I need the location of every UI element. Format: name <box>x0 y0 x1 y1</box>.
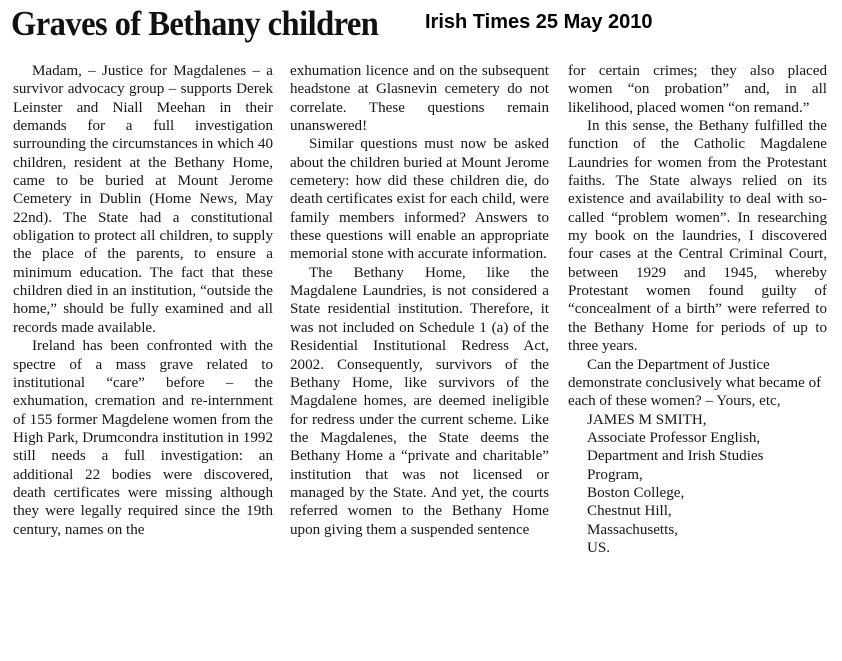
paragraph-4 <box>290 264 549 539</box>
source-label: Irish Times 25 May 2010 <box>425 11 653 33</box>
paragraph-3 <box>290 135 549 263</box>
text-column-3 <box>568 62 827 557</box>
text-span-2: Ireland has been confronted with the spectre of a mass grave related to institutional “care” before – the exhumation, cremation and re-internment of 155 former Magdelene women from the High Park, Drumcondra institution in 1992 still needs a full investigation: an additional 22 bodies were discovered, death certificates were missing although they were legally required since the 19th century, names on the <box>13 338 273 538</box>
text-span-4: Similar questions must now be asked about the children buried at Mount Jerome cemetery: how did these children die, do death certificates exist for each child, were family members informed? Answers to these questions will enable an appropriate memorial stone with accurate information. <box>290 136 549 263</box>
paragraph-5 <box>568 117 827 355</box>
signature-state: Massachusetts, <box>587 521 678 538</box>
paragraph-2-continued <box>290 62 549 135</box>
headline: Graves of Bethany children <box>11 4 379 43</box>
text-span-7: In this sense, the Bethany fulfilled the function of the Catholic Magdalene Laundries for women from the Protestant faiths. The State always relied on its existence and availability to deal with so-called “problem women”. In researching my book on the laundries, I discovered four cases at the Central Criminal Court, between 1929 and 1945, whereby Protestant women found guilty of “concealment of a birth” were referred to the Bethany Home for periods of up to three years. <box>568 118 827 355</box>
paragraph-6 <box>568 356 827 411</box>
text-span-1: Madam, – Justice for Magdalenes – a survivor advocacy group – supports Derek Leinster and Niall Meehan in their demands for a full investigation surrounding the circumstances in which 40 children, resident at the Bethany Home, came to be buried at Mount Jerome Cemetery in Dublin (Home News, May 22nd). The State had a constitutional obligation to protect all children, to supply the place of the parents, to ensure a minimum education. The fact that these children died in an institution, “outside the home,” should be fully examined and all records made available. <box>13 63 273 336</box>
text-column-2 <box>290 62 549 539</box>
paragraph-4-continued <box>568 62 827 117</box>
signature-department: Department and Irish Studies <box>587 448 764 465</box>
signature-program: Program, <box>587 466 643 483</box>
text-span-5: The Bethany Home, like the Magdalene Laundries, is not considered a State residential institution. Therefore, it was not included on Schedule 1 (a) of the Residential Institutional Redress Act, 2002. Consequently, survivors of the Bethany Home, like survivors of the Magdalene homes, are deemed ineligible for redress under the current scheme. Like the Magdalenes, the State deems the Bethany Home a “private and charitable” institution that was not licensed or managed by the State. And yet, the courts referred women to the Bethany Home upon giving them a suspended sentence <box>290 264 549 538</box>
signature-block <box>568 411 827 558</box>
text-span-8: Can the Department of Justice demonstrate conclusively what became of each of these women? – Yours, etc, <box>568 356 822 410</box>
signature-college: Boston College, <box>587 484 685 501</box>
paragraph-2 <box>13 337 273 539</box>
signature-town: Chestnut Hill, <box>587 503 672 520</box>
signature-country: US. <box>587 539 611 556</box>
text-span-6: for certain crimes; they also placed women “on probation” and, in all likelihood, placed women “on remand.” <box>568 63 827 116</box>
text-column-1 <box>13 62 273 539</box>
signature-title: Associate Professor English, <box>587 429 761 446</box>
signature-name: JAMES M SMITH, <box>587 411 707 428</box>
paragraph-1 <box>13 62 273 337</box>
text-span-3: exhumation licence and on the subsequent headstone at Glasnevin cemetery do not correlate. These questions remain unanswered! <box>290 63 549 135</box>
